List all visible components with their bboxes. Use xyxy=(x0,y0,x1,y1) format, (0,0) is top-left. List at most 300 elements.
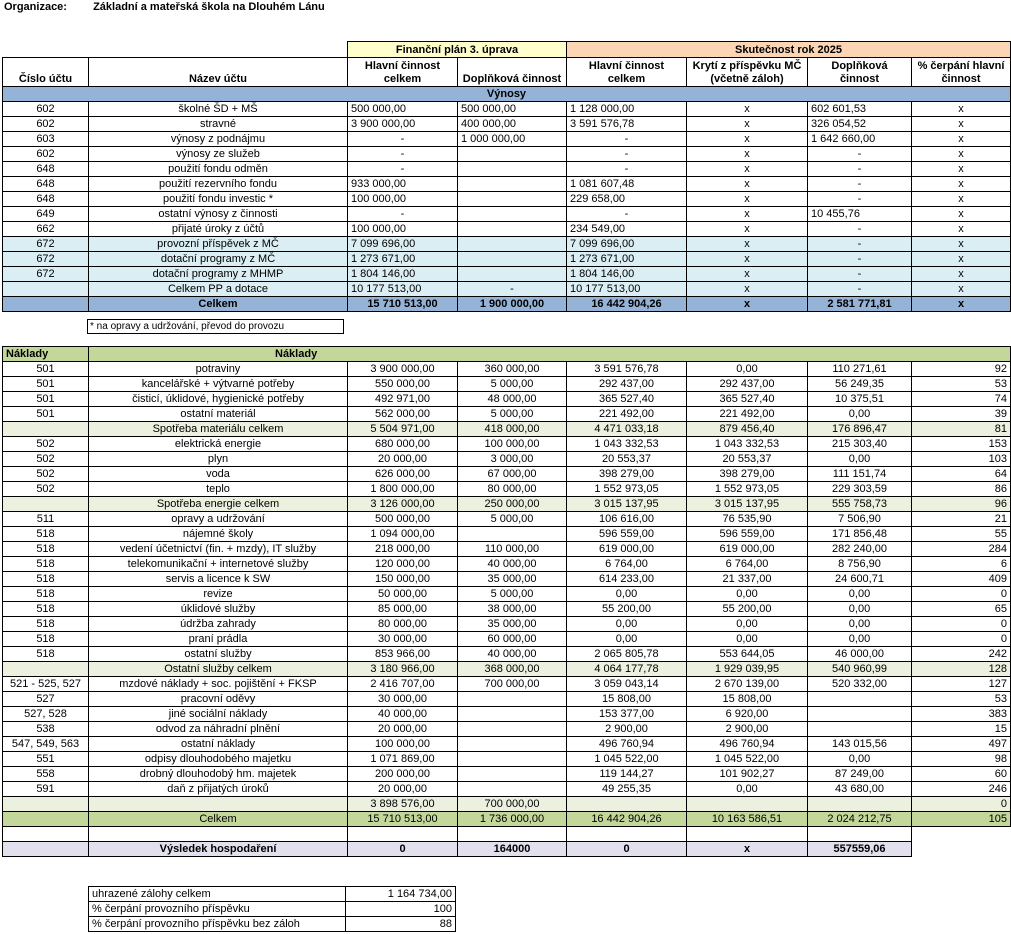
cost-row xyxy=(3,392,1011,407)
account-number: 602 xyxy=(3,117,89,132)
actual-cover-value: 221 492,00 xyxy=(687,407,808,422)
pp-total-act-supp: - xyxy=(808,282,912,297)
actual-supp-value: 326 054,52 xyxy=(808,117,912,132)
account-number: 518 xyxy=(3,527,89,542)
pct-value: x xyxy=(912,147,1011,162)
result-act-main: 0 xyxy=(567,842,687,857)
actual-cover-value: 0,00 xyxy=(687,782,808,797)
plan-main-value: 5 504 971,00 xyxy=(348,422,458,437)
account-number xyxy=(3,422,89,437)
actual-main-value: 1 043 332,53 xyxy=(567,437,687,452)
organization-line xyxy=(4,1,325,13)
pct-value: 64 xyxy=(912,467,1011,482)
plan-main-value: 100 000,00 xyxy=(348,222,458,237)
account-number: 527, 528 xyxy=(3,707,89,722)
account-name: odpisy dlouhodobého majetku xyxy=(89,752,348,767)
actual-supp-value: 0,00 xyxy=(808,617,912,632)
actual-main-value: 7 099 696,00 xyxy=(567,237,687,252)
plan-supp-value: 80 000,00 xyxy=(458,482,567,497)
cost-row xyxy=(3,752,1011,767)
actual-cover-value: 101 902,27 xyxy=(687,767,808,782)
actual-cover-value: 55 200,00 xyxy=(687,602,808,617)
actual-main-value: 3 591 576,78 xyxy=(567,362,687,377)
pct-value: 98 xyxy=(912,752,1011,767)
plan-supp-value: 110 000,00 xyxy=(458,542,567,557)
plan-supp-value: 360 000,00 xyxy=(458,362,567,377)
plan-main-value: 100 000,00 xyxy=(348,737,458,752)
plan-supp-value: 3 000,00 xyxy=(458,452,567,467)
account-number: 501 xyxy=(3,362,89,377)
plan-supp-value: 40 000,00 xyxy=(458,557,567,572)
pp-total-label: Celkem PP a dotace xyxy=(89,282,348,297)
account-number: 501 xyxy=(3,377,89,392)
actual-supp-value: - xyxy=(808,252,912,267)
account-name: nájemné školy xyxy=(89,527,348,542)
actual-cover-value: 2 900,00 xyxy=(687,722,808,737)
pct-value: 53 xyxy=(912,692,1011,707)
cost-row xyxy=(3,587,1011,602)
plan-supp-value xyxy=(458,767,567,782)
cost-subtotal-row xyxy=(3,662,1011,677)
plan-main-value: 85 000,00 xyxy=(348,602,458,617)
account-number: 501 xyxy=(3,392,89,407)
actual-main-value: - xyxy=(567,207,687,222)
costs-total-pct: 105 xyxy=(912,812,1011,827)
cost-row xyxy=(3,692,1011,707)
plan-main-value: 150 000,00 xyxy=(348,572,458,587)
costs-left-label: Náklady xyxy=(3,347,89,362)
actual-supp-value: 540 960,99 xyxy=(808,662,912,677)
pct-value: 81 xyxy=(912,422,1011,437)
actual-main-value: 2 065 805,78 xyxy=(567,647,687,662)
account-name: stravné xyxy=(89,117,348,132)
plan-main-value: 50 000,00 xyxy=(348,587,458,602)
actual-cover-value: 6 764,00 xyxy=(687,557,808,572)
account-number xyxy=(3,497,89,512)
cost-row xyxy=(3,722,1011,737)
blank-cell xyxy=(3,812,89,827)
pct-value: 242 xyxy=(912,647,1011,662)
plan-supp-value: 48 000,00 xyxy=(458,392,567,407)
actual-main-value: 619 000,00 xyxy=(567,542,687,557)
cost-row xyxy=(3,677,1011,692)
revenue-row xyxy=(3,162,1011,177)
account-name: plyn xyxy=(89,452,348,467)
pct-value: 39 xyxy=(912,407,1011,422)
actual-supp-value: 176 896,47 xyxy=(808,422,912,437)
account-name: úklidové služby xyxy=(89,602,348,617)
actual-main-value: 0,00 xyxy=(567,587,687,602)
actual-main-value: 234 549,00 xyxy=(567,222,687,237)
actual-main-value: 1 081 607,48 xyxy=(567,177,687,192)
actual-main-value: 55 200,00 xyxy=(567,602,687,617)
account-name: provozní příspěvek z MČ xyxy=(89,237,348,252)
actual-cover-value: 1 929 039,95 xyxy=(687,662,808,677)
plan-main-value: 2 416 707,00 xyxy=(348,677,458,692)
blank-cell xyxy=(3,297,89,312)
actual-supp-value: 46 000,00 xyxy=(808,647,912,662)
costs-total-act-main: 16 442 904,26 xyxy=(567,812,687,827)
actual-cover-value: 6 920,00 xyxy=(687,707,808,722)
cost-row xyxy=(3,512,1011,527)
account-number: 648 xyxy=(3,177,89,192)
plan-supp-value: 500 000,00 xyxy=(458,102,567,117)
actual-main-value: 1 128 000,00 xyxy=(567,102,687,117)
account-number: 538 xyxy=(3,722,89,737)
cost-row xyxy=(3,782,1011,797)
plan-main-value: 20 000,00 xyxy=(348,782,458,797)
costs-total-row xyxy=(3,812,1011,827)
actual-supp-value: 0,00 xyxy=(808,407,912,422)
actual-cover-value: 596 559,00 xyxy=(687,527,808,542)
account-name: přijaté úroky z účtů xyxy=(89,222,348,237)
costs-total-act-cover: 10 163 586,51 xyxy=(687,812,808,827)
plan-main-value: 3 900 000,00 xyxy=(348,117,458,132)
summary-value: 1 164 734,00 xyxy=(346,887,456,902)
cost-subtotal-row xyxy=(3,497,1011,512)
actual-cover-value: 365 527,40 xyxy=(687,392,808,407)
plan-supp-value: 60 000,00 xyxy=(458,632,567,647)
revenue-row xyxy=(3,192,1011,207)
actual-main-value: 614 233,00 xyxy=(567,572,687,587)
actual-cover-value: 1 045 522,00 xyxy=(687,752,808,767)
account-name xyxy=(89,797,348,812)
summary-row xyxy=(89,917,456,932)
actual-supp-value: - xyxy=(808,162,912,177)
actual-cover-value: x xyxy=(687,237,808,252)
plan-supp-value: 67 000,00 xyxy=(458,467,567,482)
pct-value: 0 xyxy=(912,632,1011,647)
account-name: výnosy z podnájmu xyxy=(89,132,348,147)
pct-value: 0 xyxy=(912,587,1011,602)
col-account-no: Číslo účtu xyxy=(3,58,89,87)
plan-main-value: 562 000,00 xyxy=(348,407,458,422)
actual-main-value: 20 553,37 xyxy=(567,452,687,467)
actual-supp-value: 555 758,73 xyxy=(808,497,912,512)
revenue-row xyxy=(3,237,1011,252)
account-name: výnosy ze služeb xyxy=(89,147,348,162)
revenue-footnote: * na opravy a udržování, převod do provozu xyxy=(87,319,344,334)
account-number: 648 xyxy=(3,192,89,207)
account-number: 547, 549, 563 xyxy=(3,737,89,752)
costs-total-label: Celkem xyxy=(89,812,348,827)
actual-supp-value xyxy=(808,692,912,707)
pct-value: x xyxy=(912,162,1011,177)
account-number: 603 xyxy=(3,132,89,147)
actual-group-header: Skutečnost rok 2025 xyxy=(567,42,1011,58)
costs-section-title: Náklady xyxy=(89,347,1011,362)
plan-supp-value: 5 000,00 xyxy=(458,587,567,602)
account-name: teplo xyxy=(89,482,348,497)
plan-supp-value xyxy=(458,162,567,177)
cost-row xyxy=(3,557,1011,572)
result-row xyxy=(3,842,1011,857)
pct-value: 127 xyxy=(912,677,1011,692)
account-name: potraviny xyxy=(89,362,348,377)
plan-main-value: 120 000,00 xyxy=(348,557,458,572)
plan-supp-value xyxy=(458,177,567,192)
plan-supp-value: 35 000,00 xyxy=(458,572,567,587)
actual-main-value: 4 064 177,78 xyxy=(567,662,687,677)
plan-supp-value xyxy=(458,692,567,707)
plan-supp-value xyxy=(458,237,567,252)
blank-cell xyxy=(89,827,348,842)
pp-total-act-main: 10 177 513,00 xyxy=(567,282,687,297)
plan-main-value: 1 071 869,00 xyxy=(348,752,458,767)
pct-value: x xyxy=(912,207,1011,222)
revenue-table xyxy=(2,41,1011,312)
pct-value: x xyxy=(912,117,1011,132)
pct-value: x xyxy=(912,237,1011,252)
cost-row xyxy=(3,542,1011,557)
actual-supp-value: 10 455,76 xyxy=(808,207,912,222)
actual-cover-value: 2 670 139,00 xyxy=(687,677,808,692)
plan-supp-value xyxy=(458,722,567,737)
pct-value: 153 xyxy=(912,437,1011,452)
pct-value: 53 xyxy=(912,377,1011,392)
account-number: 648 xyxy=(3,162,89,177)
account-number: 558 xyxy=(3,767,89,782)
pct-value: 383 xyxy=(912,707,1011,722)
actual-main-value: 0,00 xyxy=(567,617,687,632)
actual-main-value: - xyxy=(567,132,687,147)
plan-supp-value: 700 000,00 xyxy=(458,677,567,692)
revenue-row xyxy=(3,117,1011,132)
account-number: 527 xyxy=(3,692,89,707)
plan-supp-value xyxy=(458,192,567,207)
actual-main-value: 596 559,00 xyxy=(567,527,687,542)
actual-supp-value xyxy=(808,797,912,812)
actual-main-value: 1 273 671,00 xyxy=(567,252,687,267)
result-label: Výsledek hospodaření xyxy=(89,842,348,857)
plan-main-value: 1 800 000,00 xyxy=(348,482,458,497)
costs-table xyxy=(2,346,1011,857)
cost-row xyxy=(3,407,1011,422)
account-name: pracovní oděvy xyxy=(89,692,348,707)
plan-main-value: - xyxy=(348,207,458,222)
plan-supp-value: 400 000,00 xyxy=(458,117,567,132)
pct-value: x xyxy=(912,192,1011,207)
plan-main-value: 3 180 966,00 xyxy=(348,662,458,677)
actual-supp-value: 143 015,56 xyxy=(808,737,912,752)
plan-main-value: 20 000,00 xyxy=(348,452,458,467)
plan-supp-value: 5 000,00 xyxy=(458,377,567,392)
actual-supp-value: - xyxy=(808,177,912,192)
revenue-row xyxy=(3,147,1011,162)
actual-supp-value: - xyxy=(808,237,912,252)
account-number: 518 xyxy=(3,602,89,617)
actual-cover-value: 496 760,94 xyxy=(687,737,808,752)
actual-supp-value: 56 249,35 xyxy=(808,377,912,392)
plan-supp-value: 35 000,00 xyxy=(458,617,567,632)
actual-cover-value: x xyxy=(687,102,808,117)
plan-supp-value: 5 000,00 xyxy=(458,512,567,527)
plan-main-value: 200 000,00 xyxy=(348,767,458,782)
cost-row xyxy=(3,527,1011,542)
account-number: 521 - 525, 527 xyxy=(3,677,89,692)
plan-supp-value xyxy=(458,222,567,237)
blank-cell xyxy=(3,827,89,842)
actual-cover-value: 20 553,37 xyxy=(687,452,808,467)
col-act-main: Hlavní činnost celkem xyxy=(567,58,687,87)
organization-name: Základní a mateřská škola na Dlouhém Lánu xyxy=(93,1,325,13)
actual-supp-value: 10 375,51 xyxy=(808,392,912,407)
account-name: údržba zahrady xyxy=(89,617,348,632)
actual-cover-value: 0,00 xyxy=(687,362,808,377)
actual-supp-value: 215 303,40 xyxy=(808,437,912,452)
actual-cover-value: 1 552 973,05 xyxy=(687,482,808,497)
summary-label: uhrazené zálohy celkem xyxy=(89,887,346,902)
cost-row xyxy=(3,617,1011,632)
plan-main-value: 853 966,00 xyxy=(348,647,458,662)
account-number: 502 xyxy=(3,452,89,467)
actual-main-value: 2 900,00 xyxy=(567,722,687,737)
account-name: Spotřeba materiálu celkem xyxy=(89,422,348,437)
actual-supp-value xyxy=(808,707,912,722)
actual-supp-value: 602 601,53 xyxy=(808,102,912,117)
plan-supp-value xyxy=(458,782,567,797)
revenue-total-plan-supp: 1 900 000,00 xyxy=(458,297,567,312)
actual-main-value: 6 764,00 xyxy=(567,557,687,572)
pct-value: 246 xyxy=(912,782,1011,797)
plan-supp-value: 368 000,00 xyxy=(458,662,567,677)
revenue-total-plan-main: 15 710 513,00 xyxy=(348,297,458,312)
account-number: 518 xyxy=(3,647,89,662)
actual-cover-value: 553 644,05 xyxy=(687,647,808,662)
actual-cover-value: x xyxy=(687,117,808,132)
actual-cover-value: x xyxy=(687,267,808,282)
revenue-row xyxy=(3,132,1011,147)
pct-value: 497 xyxy=(912,737,1011,752)
cost-row xyxy=(3,572,1011,587)
pct-value: 284 xyxy=(912,542,1011,557)
actual-supp-value: - xyxy=(808,222,912,237)
actual-cover-value: x xyxy=(687,207,808,222)
actual-main-value: 496 760,94 xyxy=(567,737,687,752)
cost-row xyxy=(3,602,1011,617)
plan-supp-value: 700 000,00 xyxy=(458,797,567,812)
plan-main-value: 40 000,00 xyxy=(348,707,458,722)
summary-value: 100 xyxy=(346,902,456,917)
actual-cover-value: x xyxy=(687,162,808,177)
actual-main-value: - xyxy=(567,147,687,162)
account-number: 511 xyxy=(3,512,89,527)
plan-supp-value xyxy=(458,267,567,282)
plan-supp-value: 250 000,00 xyxy=(458,497,567,512)
account-name: použití fondu investic * xyxy=(89,192,348,207)
account-name: vedení účetnictví (fin. + mzdy), IT služby xyxy=(89,542,348,557)
account-number: 602 xyxy=(3,102,89,117)
actual-supp-value xyxy=(808,722,912,737)
actual-main-value: 3 591 576,78 xyxy=(567,117,687,132)
col-plan-main: Hlavní činnost celkem xyxy=(348,58,458,87)
account-name: kancelářské + výtvarné potřeby xyxy=(89,377,348,392)
actual-main-value xyxy=(567,797,687,812)
account-number: 662 xyxy=(3,222,89,237)
actual-supp-value: 43 680,00 xyxy=(808,782,912,797)
actual-cover-value: 398 279,00 xyxy=(687,467,808,482)
actual-supp-value: 111 151,74 xyxy=(808,467,912,482)
actual-main-value: 398 279,00 xyxy=(567,467,687,482)
actual-supp-value: 520 332,00 xyxy=(808,677,912,692)
account-number: 502 xyxy=(3,482,89,497)
actual-cover-value: 3 015 137,95 xyxy=(687,497,808,512)
summary-row xyxy=(89,887,456,902)
actual-cover-value: 619 000,00 xyxy=(687,542,808,557)
cost-subtotal-row xyxy=(3,422,1011,437)
pct-value: x xyxy=(912,132,1011,147)
actual-supp-value: 229 303,59 xyxy=(808,482,912,497)
revenue-row xyxy=(3,102,1011,117)
col-plan-supp: Doplňková činnost xyxy=(458,58,567,87)
revenue-row xyxy=(3,207,1011,222)
actual-supp-value: 0,00 xyxy=(808,452,912,467)
result-plan-supp: 164000 xyxy=(458,842,567,857)
actual-supp-value: 87 249,00 xyxy=(808,767,912,782)
account-number: 672 xyxy=(3,252,89,267)
costs-total-act-supp: 2 024 212,75 xyxy=(808,812,912,827)
spacer-row xyxy=(3,827,1011,842)
actual-cover-value: 0,00 xyxy=(687,617,808,632)
actual-supp-value: - xyxy=(808,192,912,207)
blank-cell xyxy=(3,842,89,857)
plan-supp-value xyxy=(458,707,567,722)
pct-value: 74 xyxy=(912,392,1011,407)
plan-supp-value xyxy=(458,252,567,267)
account-number: 518 xyxy=(3,557,89,572)
account-number: 502 xyxy=(3,437,89,452)
account-number: 551 xyxy=(3,752,89,767)
plan-main-value: 20 000,00 xyxy=(348,722,458,737)
pp-total-plan-supp: - xyxy=(458,282,567,297)
actual-cover-value: x xyxy=(687,132,808,147)
revenue-total-act-cover: x xyxy=(687,297,808,312)
actual-cover-value: 0,00 xyxy=(687,632,808,647)
plan-supp-value xyxy=(458,207,567,222)
plan-main-value: - xyxy=(348,147,458,162)
account-name: servis a licence k SW xyxy=(89,572,348,587)
result-plan-main: 0 xyxy=(348,842,458,857)
actual-supp-value: 7 506,90 xyxy=(808,512,912,527)
actual-main-value: 1 804 146,00 xyxy=(567,267,687,282)
blank-cell xyxy=(912,842,1011,857)
cost-row xyxy=(3,632,1011,647)
summary-table xyxy=(88,886,456,932)
account-name: ostatní materiál xyxy=(89,407,348,422)
account-name: daň z přijatých úroků xyxy=(89,782,348,797)
pct-value: x xyxy=(912,267,1011,282)
blank-cell xyxy=(912,827,1011,842)
plan-main-value: 3 126 000,00 xyxy=(348,497,458,512)
actual-supp-value: 110 271,61 xyxy=(808,362,912,377)
plan-main-value: - xyxy=(348,162,458,177)
plan-main-value: 1 273 671,00 xyxy=(348,252,458,267)
actual-supp-value: 8 756,90 xyxy=(808,557,912,572)
actual-cover-value: x xyxy=(687,222,808,237)
account-number: 501 xyxy=(3,407,89,422)
actual-main-value: 3 015 137,95 xyxy=(567,497,687,512)
plan-main-value: 626 000,00 xyxy=(348,467,458,482)
cost-row xyxy=(3,467,1011,482)
blank-cell xyxy=(808,827,912,842)
result-act-cover: x xyxy=(687,842,808,857)
account-name: ostatní výnosy z činnosti xyxy=(89,207,348,222)
blank-cell xyxy=(348,827,458,842)
costs-total-plan-main: 15 710 513,00 xyxy=(348,812,458,827)
actual-cover-value: x xyxy=(687,252,808,267)
plan-main-value: 550 000,00 xyxy=(348,377,458,392)
actual-cover-value: x xyxy=(687,147,808,162)
